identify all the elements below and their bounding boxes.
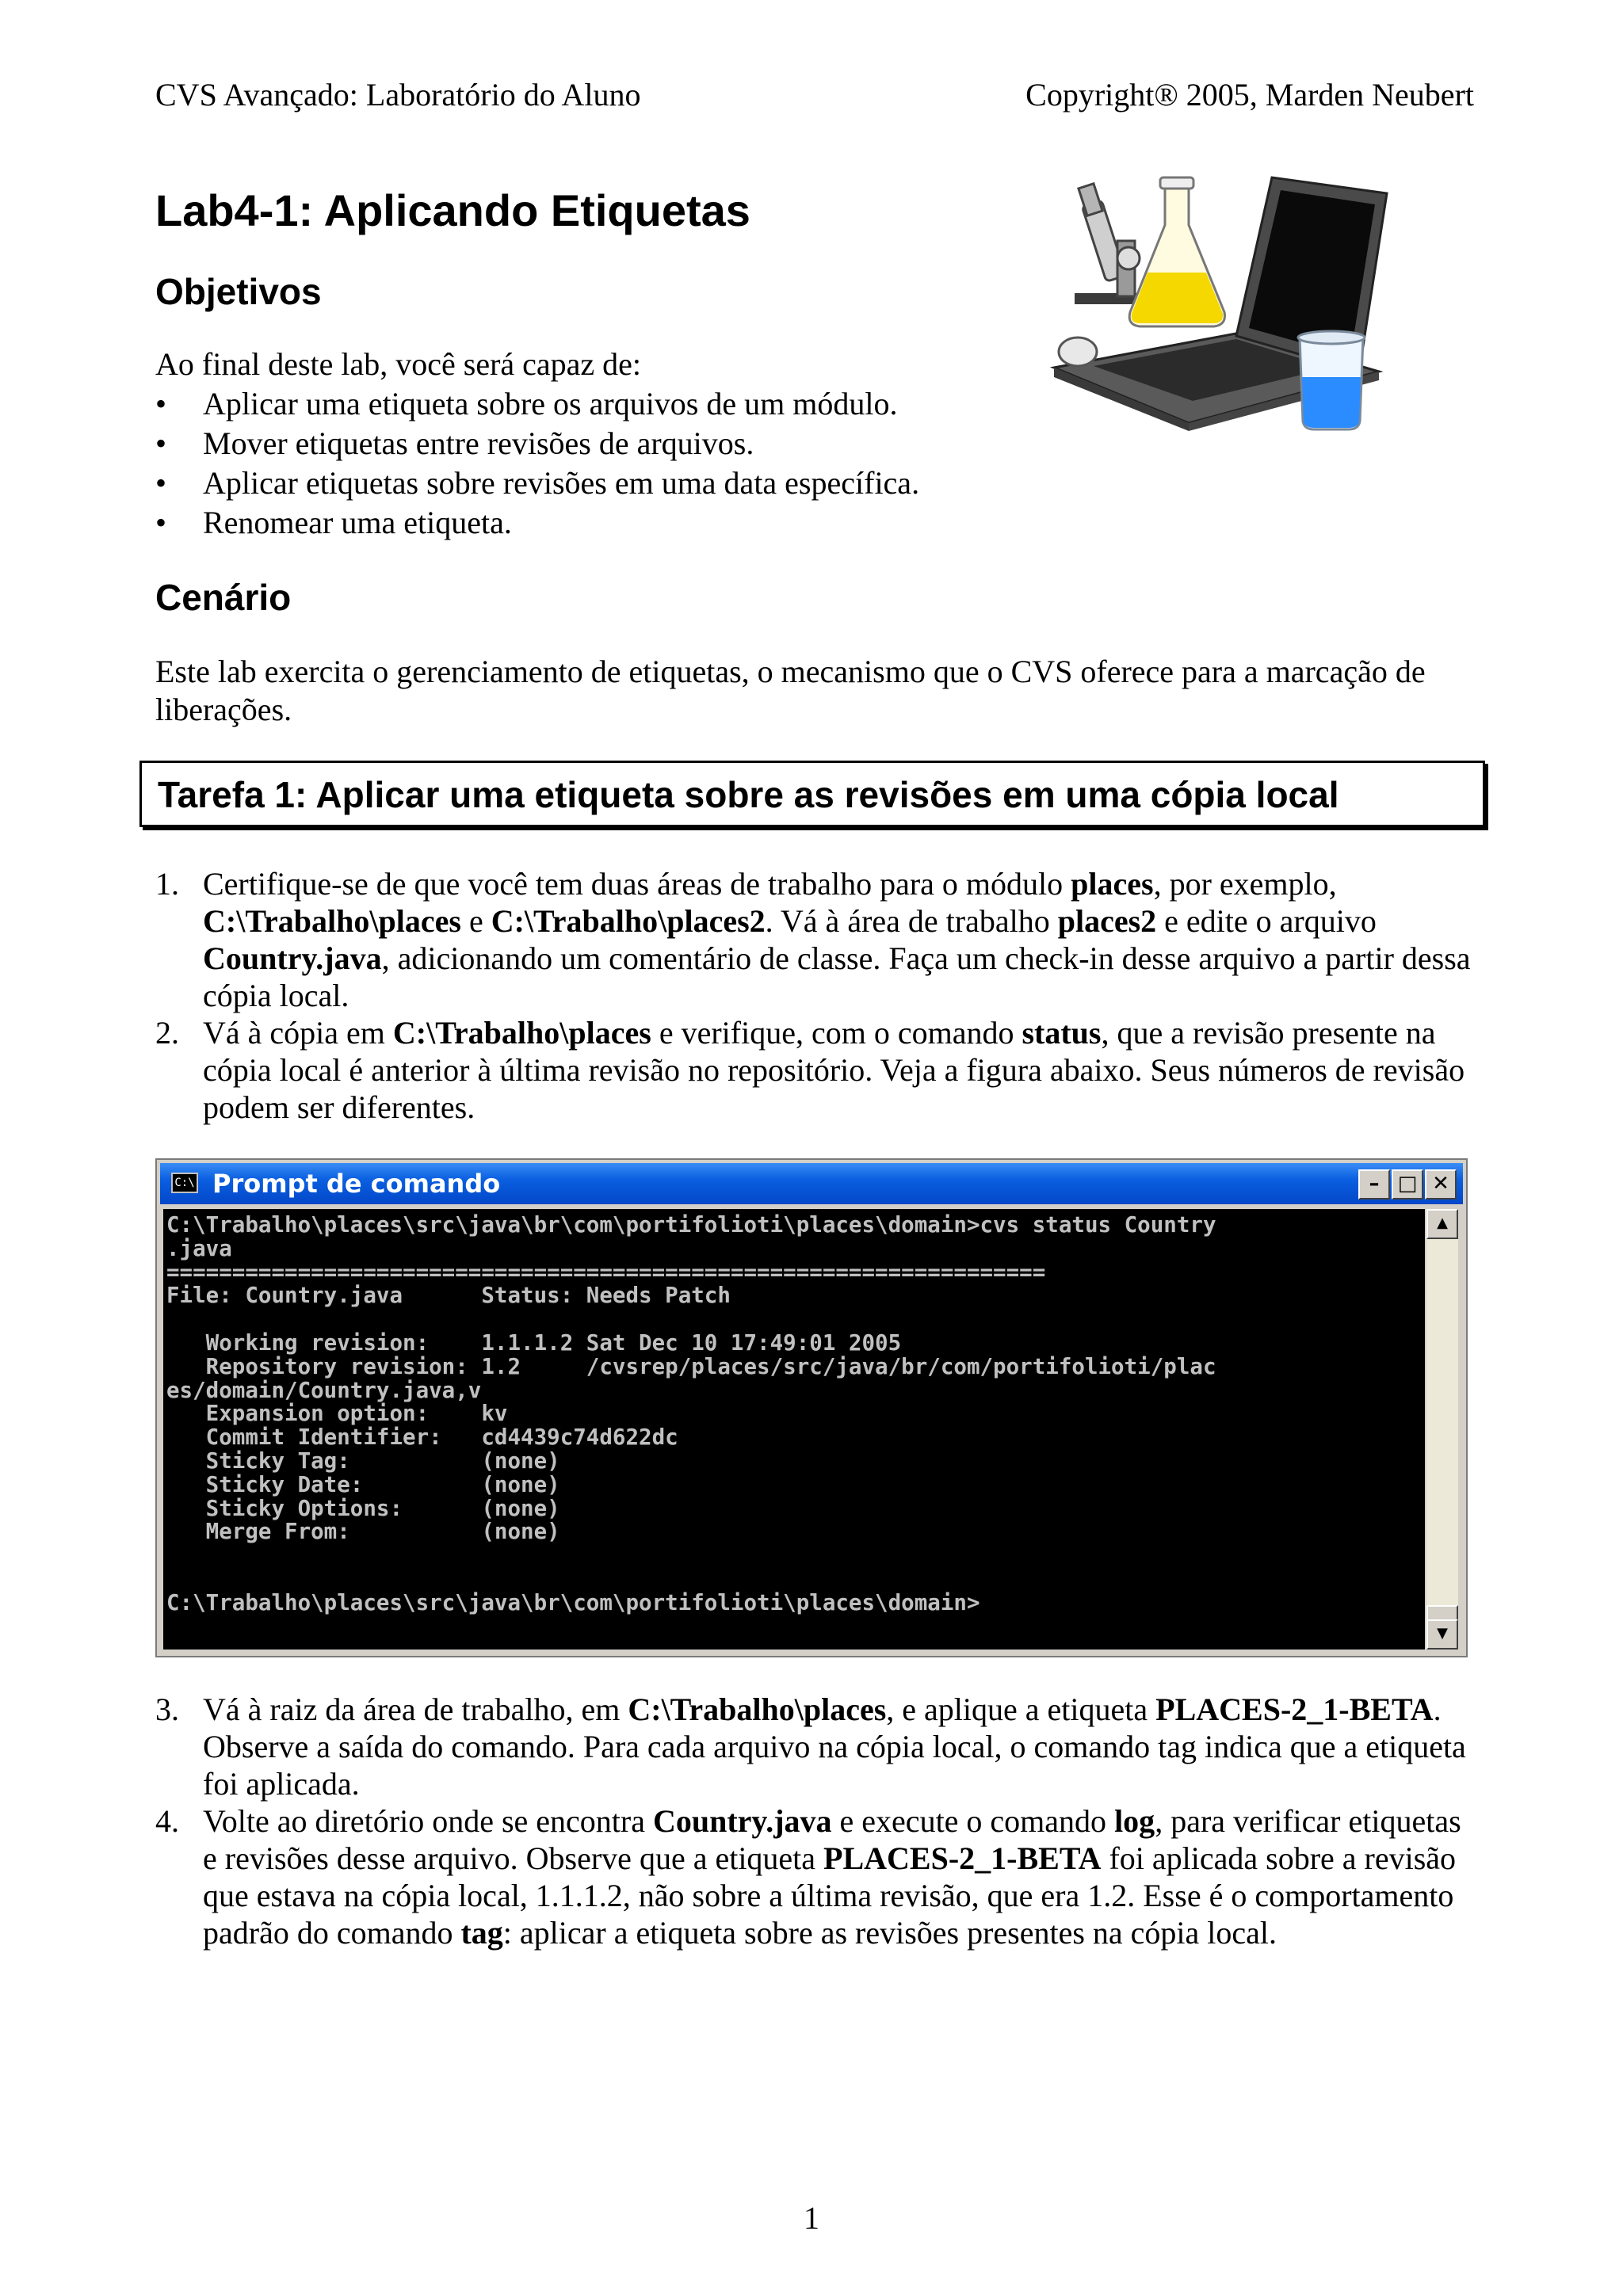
lab-illustration — [1046, 170, 1395, 439]
scroll-up-button[interactable]: ▲ — [1426, 1209, 1458, 1239]
step-number: 2. — [155, 1015, 179, 1051]
list-item: • Renomear uma etiqueta. — [155, 503, 1027, 543]
console-line — [166, 1568, 1422, 1592]
step-text-run: . Vá à área de trabalho — [765, 903, 1058, 939]
flask-icon — [1129, 177, 1224, 326]
console-line: File: Country.java Status: Needs Patch — [166, 1283, 731, 1309]
console-line: Sticky Date: (none) — [166, 1471, 560, 1497]
console-line: Repository revision: 1.2 /cvsrep/places/src/java/br/com/portifolioti/plac — [166, 1353, 1216, 1379]
page-number: 1 — [804, 2200, 819, 2236]
objectives-intro: Ao final deste lab, você será capaz de: — [155, 346, 642, 382]
close-button[interactable]: ✕ — [1425, 1169, 1457, 1199]
header-left: CVS Avançado: Laboratório do Aluno — [155, 77, 641, 113]
step-text-run: , e aplique a etiqueta — [886, 1691, 1156, 1727]
step-bold-text: C:\Trabalho\places — [203, 903, 461, 939]
step-bold-text: status — [1022, 1015, 1102, 1051]
console-line: C:\Trabalho\places\src\java\br\com\portifolioti\places\domain>cvs status Country — [166, 1212, 1216, 1238]
step-text — [203, 1015, 1465, 1125]
minimize-button[interactable]: – — [1358, 1169, 1390, 1199]
header-right: Copyright® 2005, Marden Neubert — [1025, 77, 1474, 113]
step-number: 3. — [155, 1691, 179, 1727]
task-heading-box — [139, 761, 1485, 827]
console-line: Commit Identifier: cd4439c74d622dc — [166, 1425, 678, 1451]
step-bold-text: C:\Trabalho\places — [392, 1015, 651, 1051]
step-bold-text: places — [1071, 866, 1154, 902]
list-item: • Aplicar uma etiqueta sobre os arquivos de um módulo. — [155, 384, 1027, 424]
scenario-text: Este lab exercita o gerenciamento de etiquetas, o mecanismo que o CVS oferece para a marcação de liberações. — [155, 654, 1426, 727]
step-text-run: , por exemplo, — [1153, 866, 1337, 902]
list-item: • Mover etiquetas entre revisões de arquivos. — [155, 424, 1027, 463]
console-line: C:\Trabalho\places\src\java\br\com\portifolioti\places\domain> — [166, 1589, 980, 1615]
step-bold-text: C:\Trabalho\places2 — [491, 903, 766, 939]
console-line: =================================================================== — [166, 1259, 1046, 1285]
step-item — [155, 1691, 1471, 1802]
command-prompt-window — [155, 1158, 1468, 1657]
microscope-icon — [1059, 184, 1140, 366]
console-line: Sticky Options: (none) — [166, 1495, 560, 1521]
step-bold-text: Country.java — [652, 1803, 832, 1839]
step-text-run: , que a revisão presente na cópia local é anterior à última revisão no repositório. Veja a figura abaixo. Seus números de revisão podem ser diferentes. — [203, 1015, 1465, 1125]
window-titlebar — [160, 1163, 1463, 1204]
step-bold-text: places2 — [1057, 903, 1157, 939]
step-text — [203, 866, 1471, 1013]
step-text-run: Certifique-se de que você tem duas áreas de trabalho para o módulo — [203, 866, 1071, 902]
step-text-run: Vá à cópia em — [203, 1015, 393, 1051]
window-title: Prompt de comando — [212, 1169, 501, 1199]
step-text-run: e edite o arquivo — [1156, 903, 1377, 939]
task-heading: Tarefa 1: Aplicar uma etiqueta sobre as revisões em uma cópia local — [158, 774, 1339, 815]
step-text — [203, 1803, 1461, 1951]
step-text-run: Volte ao diretório onde se encontra — [203, 1803, 653, 1839]
console-line: Expansion option: kv — [166, 1401, 508, 1427]
step-text-run: foi aplicada sobre a revisão que estava na cópia local, 1.1.1.2, não sobre a última revisão, que era 1.2. Esse é o comportamento padrão do comando — [203, 1840, 1457, 1951]
console-line: Working revision: 1.1.1.2 Sat Dec 10 17:49:01 2005 — [166, 1329, 902, 1356]
step-number: 4. — [155, 1803, 179, 1839]
step-bold-text: C:\Trabalho\places — [628, 1691, 887, 1727]
step-text-run: . Observe a saída do comando. Para cada arquivo na cópia local, o comando tag indica que a etiqueta foi aplicada. — [203, 1691, 1466, 1802]
list-item: • Aplicar etiquetas sobre revisões em uma data específica. — [155, 463, 1027, 503]
step-item — [155, 1802, 1471, 1951]
scenario-heading: Cenário — [155, 577, 292, 618]
vertical-scrollbar[interactable] — [1426, 1209, 1458, 1650]
task-steps-b — [155, 1691, 1471, 1951]
step-text-run: , adicionando um comentário de classe. Faça um check-in desse arquivo a partir dessa cópia local. — [203, 940, 1471, 1013]
step-bold-text: Country.java — [203, 940, 382, 976]
step-text-run: Vá à raiz da área de trabalho, em — [203, 1691, 628, 1727]
objectives-list — [155, 384, 1027, 543]
console-output — [163, 1209, 1425, 1650]
step-text-run: , para verificar etiquetas e revisões desse arquivo. Observe que a etiqueta — [203, 1803, 1461, 1876]
step-bold-text: log — [1114, 1803, 1155, 1839]
step-bold-text: PLACES-2_1-BETA — [823, 1840, 1102, 1876]
step-item — [155, 865, 1471, 1014]
step-number: 1. — [155, 866, 179, 902]
console-line: es/domain/Country.java,v — [166, 1377, 482, 1403]
console-line — [166, 1544, 1422, 1568]
console-line — [166, 1308, 1422, 1332]
step-text-run: e — [460, 903, 491, 939]
objectives-heading: Objetivos — [155, 271, 322, 312]
console-text — [163, 1209, 1425, 1620]
step-text-run: e execute o comando — [831, 1803, 1115, 1839]
step-bold-text: tag — [460, 1915, 503, 1951]
step-text-run: : aplicar a etiqueta sobre as revisões presentes na cópia local. — [502, 1915, 1277, 1951]
console-line: .java — [166, 1235, 232, 1261]
step-text-run: e verifique, com o comando — [651, 1015, 1022, 1051]
step-bold-text: PLACES-2_1-BETA — [1155, 1691, 1434, 1727]
page-title: Lab4-1: Aplicando Etiquetas — [155, 185, 750, 235]
step-item — [155, 1014, 1471, 1126]
step-text — [203, 1691, 1466, 1802]
console-line: Merge From: (none) — [166, 1519, 560, 1545]
console-icon: C:\ — [171, 1173, 198, 1193]
maximize-button[interactable]: □ — [1392, 1169, 1423, 1199]
task-steps-a — [155, 865, 1471, 1126]
scroll-down-button[interactable]: ▼ — [1426, 1619, 1458, 1650]
console-line: Sticky Tag: (none) — [166, 1447, 560, 1474]
